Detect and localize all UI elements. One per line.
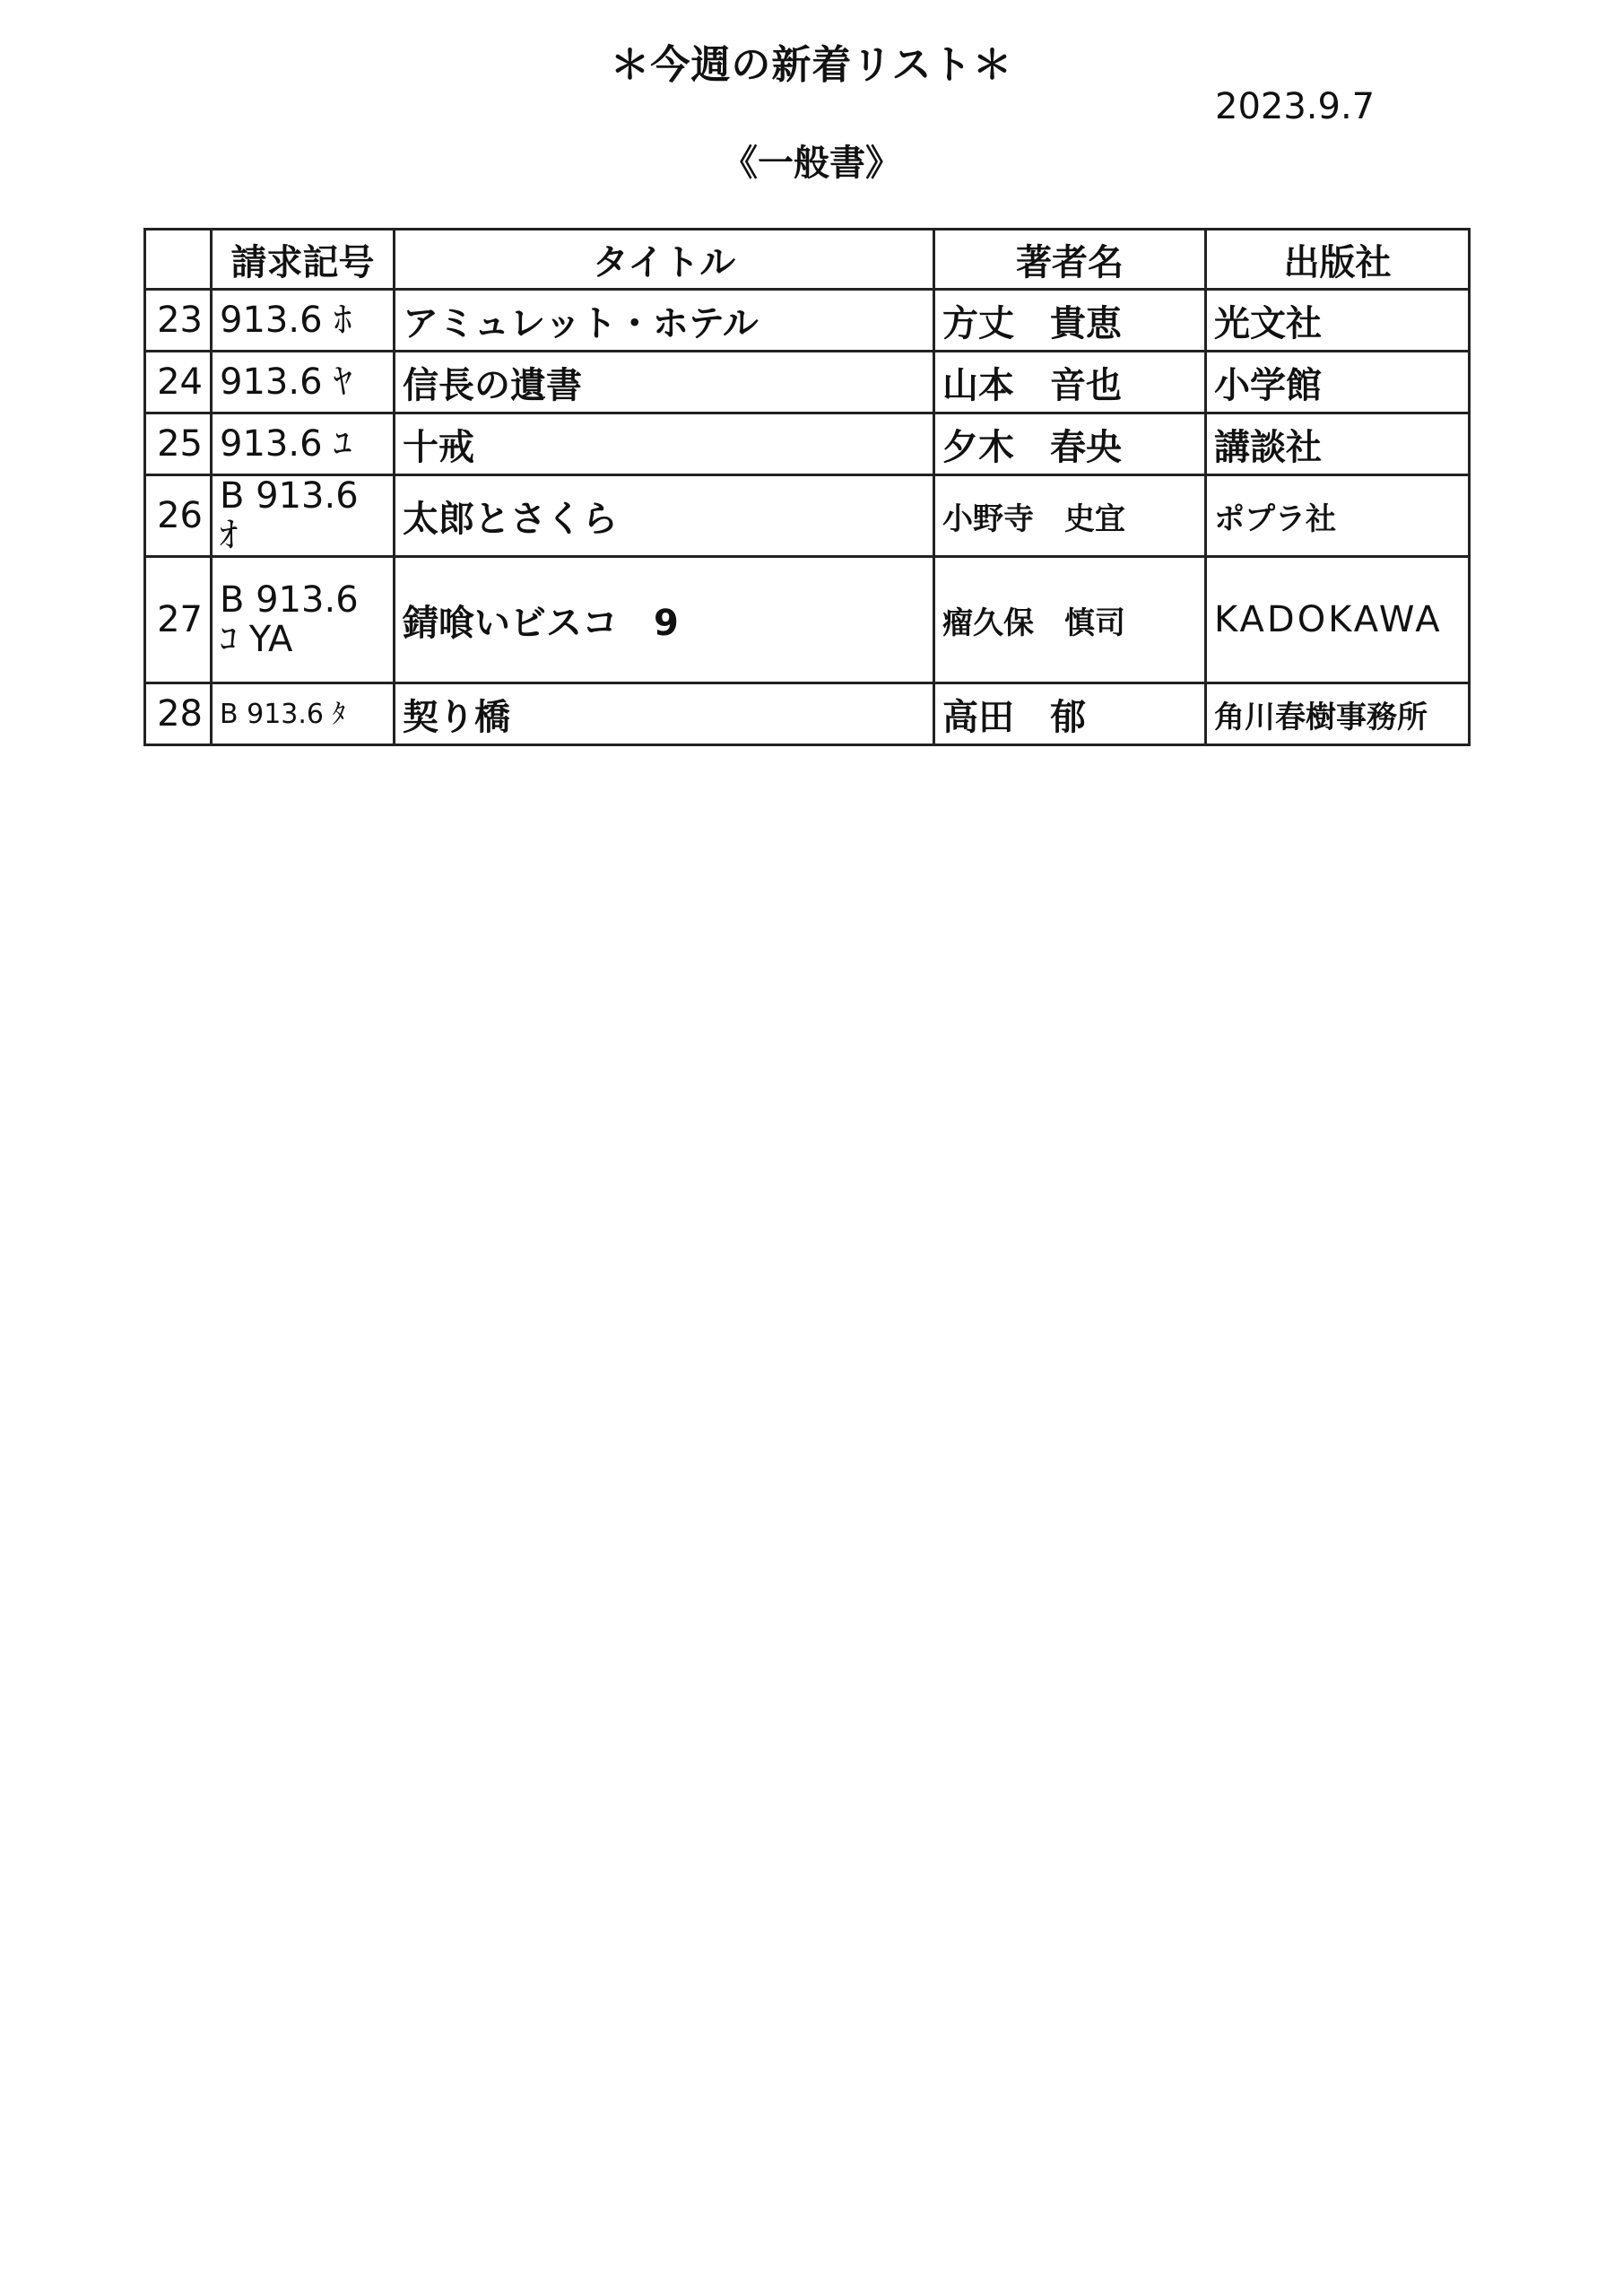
table-row: [145, 290, 1470, 352]
table-row: [145, 683, 1470, 745]
publisher-name: KADOKAWA: [1206, 557, 1470, 683]
call-number: 913.6 ﾔ: [212, 352, 395, 413]
author-name: 高田 郁: [934, 683, 1206, 745]
publisher-name: 光文社: [1206, 290, 1470, 352]
row-number: 27: [145, 557, 212, 683]
call-number: B 913.6 ｵ: [212, 475, 395, 557]
publisher-name: 角川春樹事務所: [1206, 683, 1470, 745]
author-name: 方丈 貴恵: [934, 290, 1206, 352]
call-number: B 913.6 ﾀ: [212, 683, 395, 745]
table-row: [145, 352, 1470, 413]
author-name: 夕木 春央: [934, 413, 1206, 475]
book-title: 十戒: [395, 413, 934, 475]
column-header-publisher: 出版社: [1206, 230, 1470, 290]
publisher-name: 講談社: [1206, 413, 1470, 475]
book-title: アミュレット・ホテル: [395, 290, 934, 352]
row-number: 24: [145, 352, 212, 413]
book-title: 契り橋: [395, 683, 934, 745]
book-title: 錆喰いビスコ 9: [395, 557, 934, 683]
call-number: 913.6 ﾕ: [212, 413, 395, 475]
table-row: [145, 557, 1470, 683]
table-row: [145, 475, 1470, 557]
author-name: 小野寺 史宜: [934, 475, 1206, 557]
call-number: B 913.6 ｺ YA: [212, 557, 395, 683]
section-heading: 《一般書》: [722, 143, 901, 184]
author-name: 瘤久保 慎司: [934, 557, 1206, 683]
list-date: 2023.9.7: [1215, 86, 1376, 127]
column-header-call-number: 請求記号: [212, 230, 395, 290]
row-number: 23: [145, 290, 212, 352]
page-title: ＊今週の新着リスト＊: [610, 42, 1013, 88]
call-number: 913.6 ﾎ: [212, 290, 395, 352]
row-number: 25: [145, 413, 212, 475]
column-header-author: 著者名: [934, 230, 1206, 290]
publisher-name: 小学館: [1206, 352, 1470, 413]
book-title: 太郎とさくら: [395, 475, 934, 557]
row-number: 26: [145, 475, 212, 557]
row-number: 28: [145, 683, 212, 745]
book-title: 信長の遺書: [395, 352, 934, 413]
author-name: 山本 音也: [934, 352, 1206, 413]
publisher-name: ポプラ社: [1206, 475, 1470, 557]
new-arrivals-table: [143, 228, 1471, 746]
table-row: [145, 413, 1470, 475]
column-header-number: [145, 230, 212, 290]
column-header-title: タイトル: [395, 230, 934, 290]
table-header-row: [145, 230, 1470, 290]
